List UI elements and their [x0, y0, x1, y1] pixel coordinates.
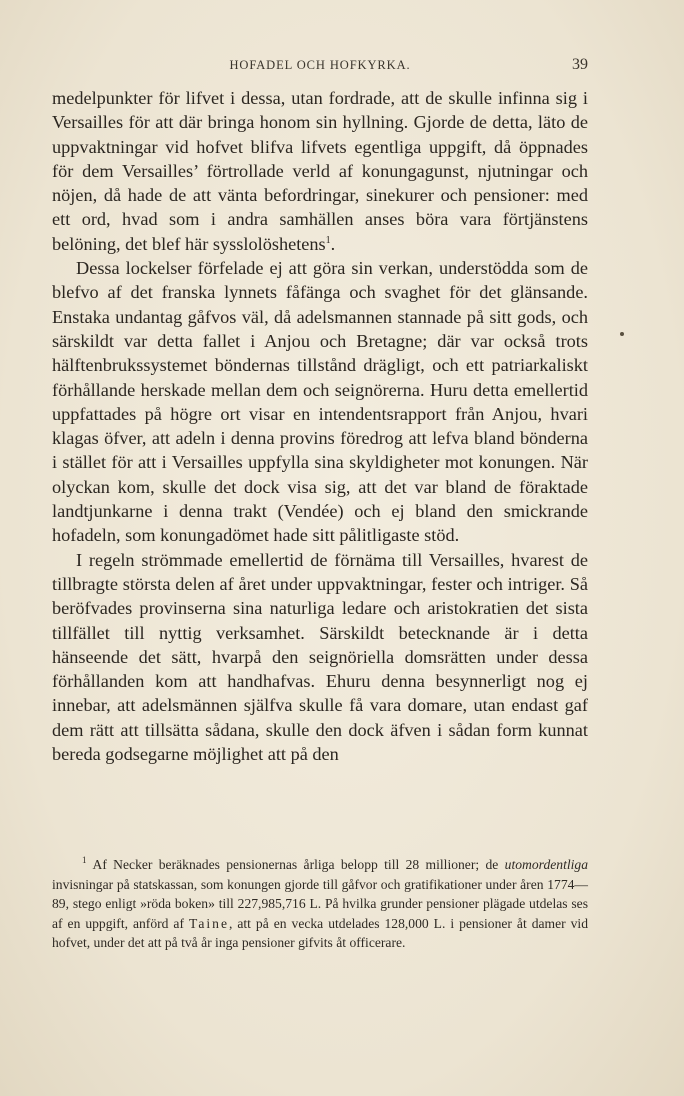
footnote — [52, 855, 588, 953]
footnote-text-2: invisningar på statskassan, som konungen gjorde till gåfvor och gratifikationer under åren 1774—89, stego enligt »röda boken» till 227,985,716 L. På hvilka grunder pensioner plägade utdelas ses af en uppgift, anförd af — [52, 876, 588, 931]
running-head: HOFADEL OCH HOFKYRKA. — [229, 58, 411, 72]
footnote-italic-term: utomordentliga — [504, 857, 588, 872]
paragraph-3: I regeln strömmade emellertid de förnäma till Versailles, hvarest de tillbragte största delen af året under uppvaktningar, fester och intriger. Så beröfvades provinserna sina naturliga ledare och aristokratien det sista tillfället till nyttig verksamhet. Särskildt betecknande är i detta hänseende det sätt, hvarpå den seignöriella domsrätten under dessa förhållanden kom att handhafvas. Ehuru denna besynnerligt nog ej innebar, att adelsmännen själfva skulle få vara domare, utan endast gaf dem rätt att tillsätta sådana, skulle den dock äfven i sådan form kunnat bereda godsegarne möjlighet att på den — [52, 549, 588, 765]
paragraph-2: Dessa lockelser förfelade ej att göra sin verkan, understödda som de blefvo af det franska lynnets fåfänga och svaghet för det glänsande. Enstaka undantag gåfvos väl, då adelsmannen stannade på sitt gods, och särskildt var detta fallet i Anjou och Bretagne; där var också trots hälftenbrukssystemet böndernas tillstånd drägligt, och ett patriarkaliskt förhållande herskade mellan dem och seignörerna. Huru detta emellertid uppfattades på högre ort visar en intendentsrapport från Anjou, hvari klagas öfver, att adeln i denna provins föredrog att lefva bland bönderna i stället för att i Versailles uppfylla sina skyldigheter mot konungen. När olyckan kom, skulle det dock visa sig, att det var bland de föraktade landtjunkarne i denna trakt (Vendée) och ej bland den smickrande hofadeln, som konungadömet hade sitt pålitligaste stöd. — [52, 258, 588, 546]
footnote-text-3: , att på en vecka utdelades 128,000 L. i pensioner åt damer vid hofvet, under det att på två år inga pensioner gifvits åt officerare. — [52, 915, 588, 951]
footnote-author: Taine — [188, 915, 229, 931]
footnote-text-1: Af Necker beräknades pensionernas årliga belopp till 28 millioner; de — [92, 857, 499, 872]
footnote-mark: 1 — [82, 855, 87, 866]
paragraph-1-text: medelpunkter för lifvet i dessa, utan fordrade, att de skulle infinna sig i Versailles för att där bringa honom sin hyllning. Gjorde de detta, läto de uppvaktningar vid hofvet blifva lifvets egentliga uppgift, då öppnades för dem Versailles’ förtrollade verld af konungagunst, njutningar och nöjen, då hade de att vänta befordringar, sinekurer och pensioner: med ett ord, hvad som i andra samhällen anses böra vara förtjänstens belöning, det blef här sysslolöshetens — [52, 88, 588, 254]
paragraph-1-end: . — [330, 233, 336, 254]
footnote-reference: 1 — [325, 234, 331, 246]
paragraph-1 — [52, 86, 588, 256]
main-text — [52, 86, 588, 766]
page-header — [52, 58, 588, 80]
margin-mark — [620, 332, 624, 336]
page-number: 39 — [572, 56, 588, 73]
